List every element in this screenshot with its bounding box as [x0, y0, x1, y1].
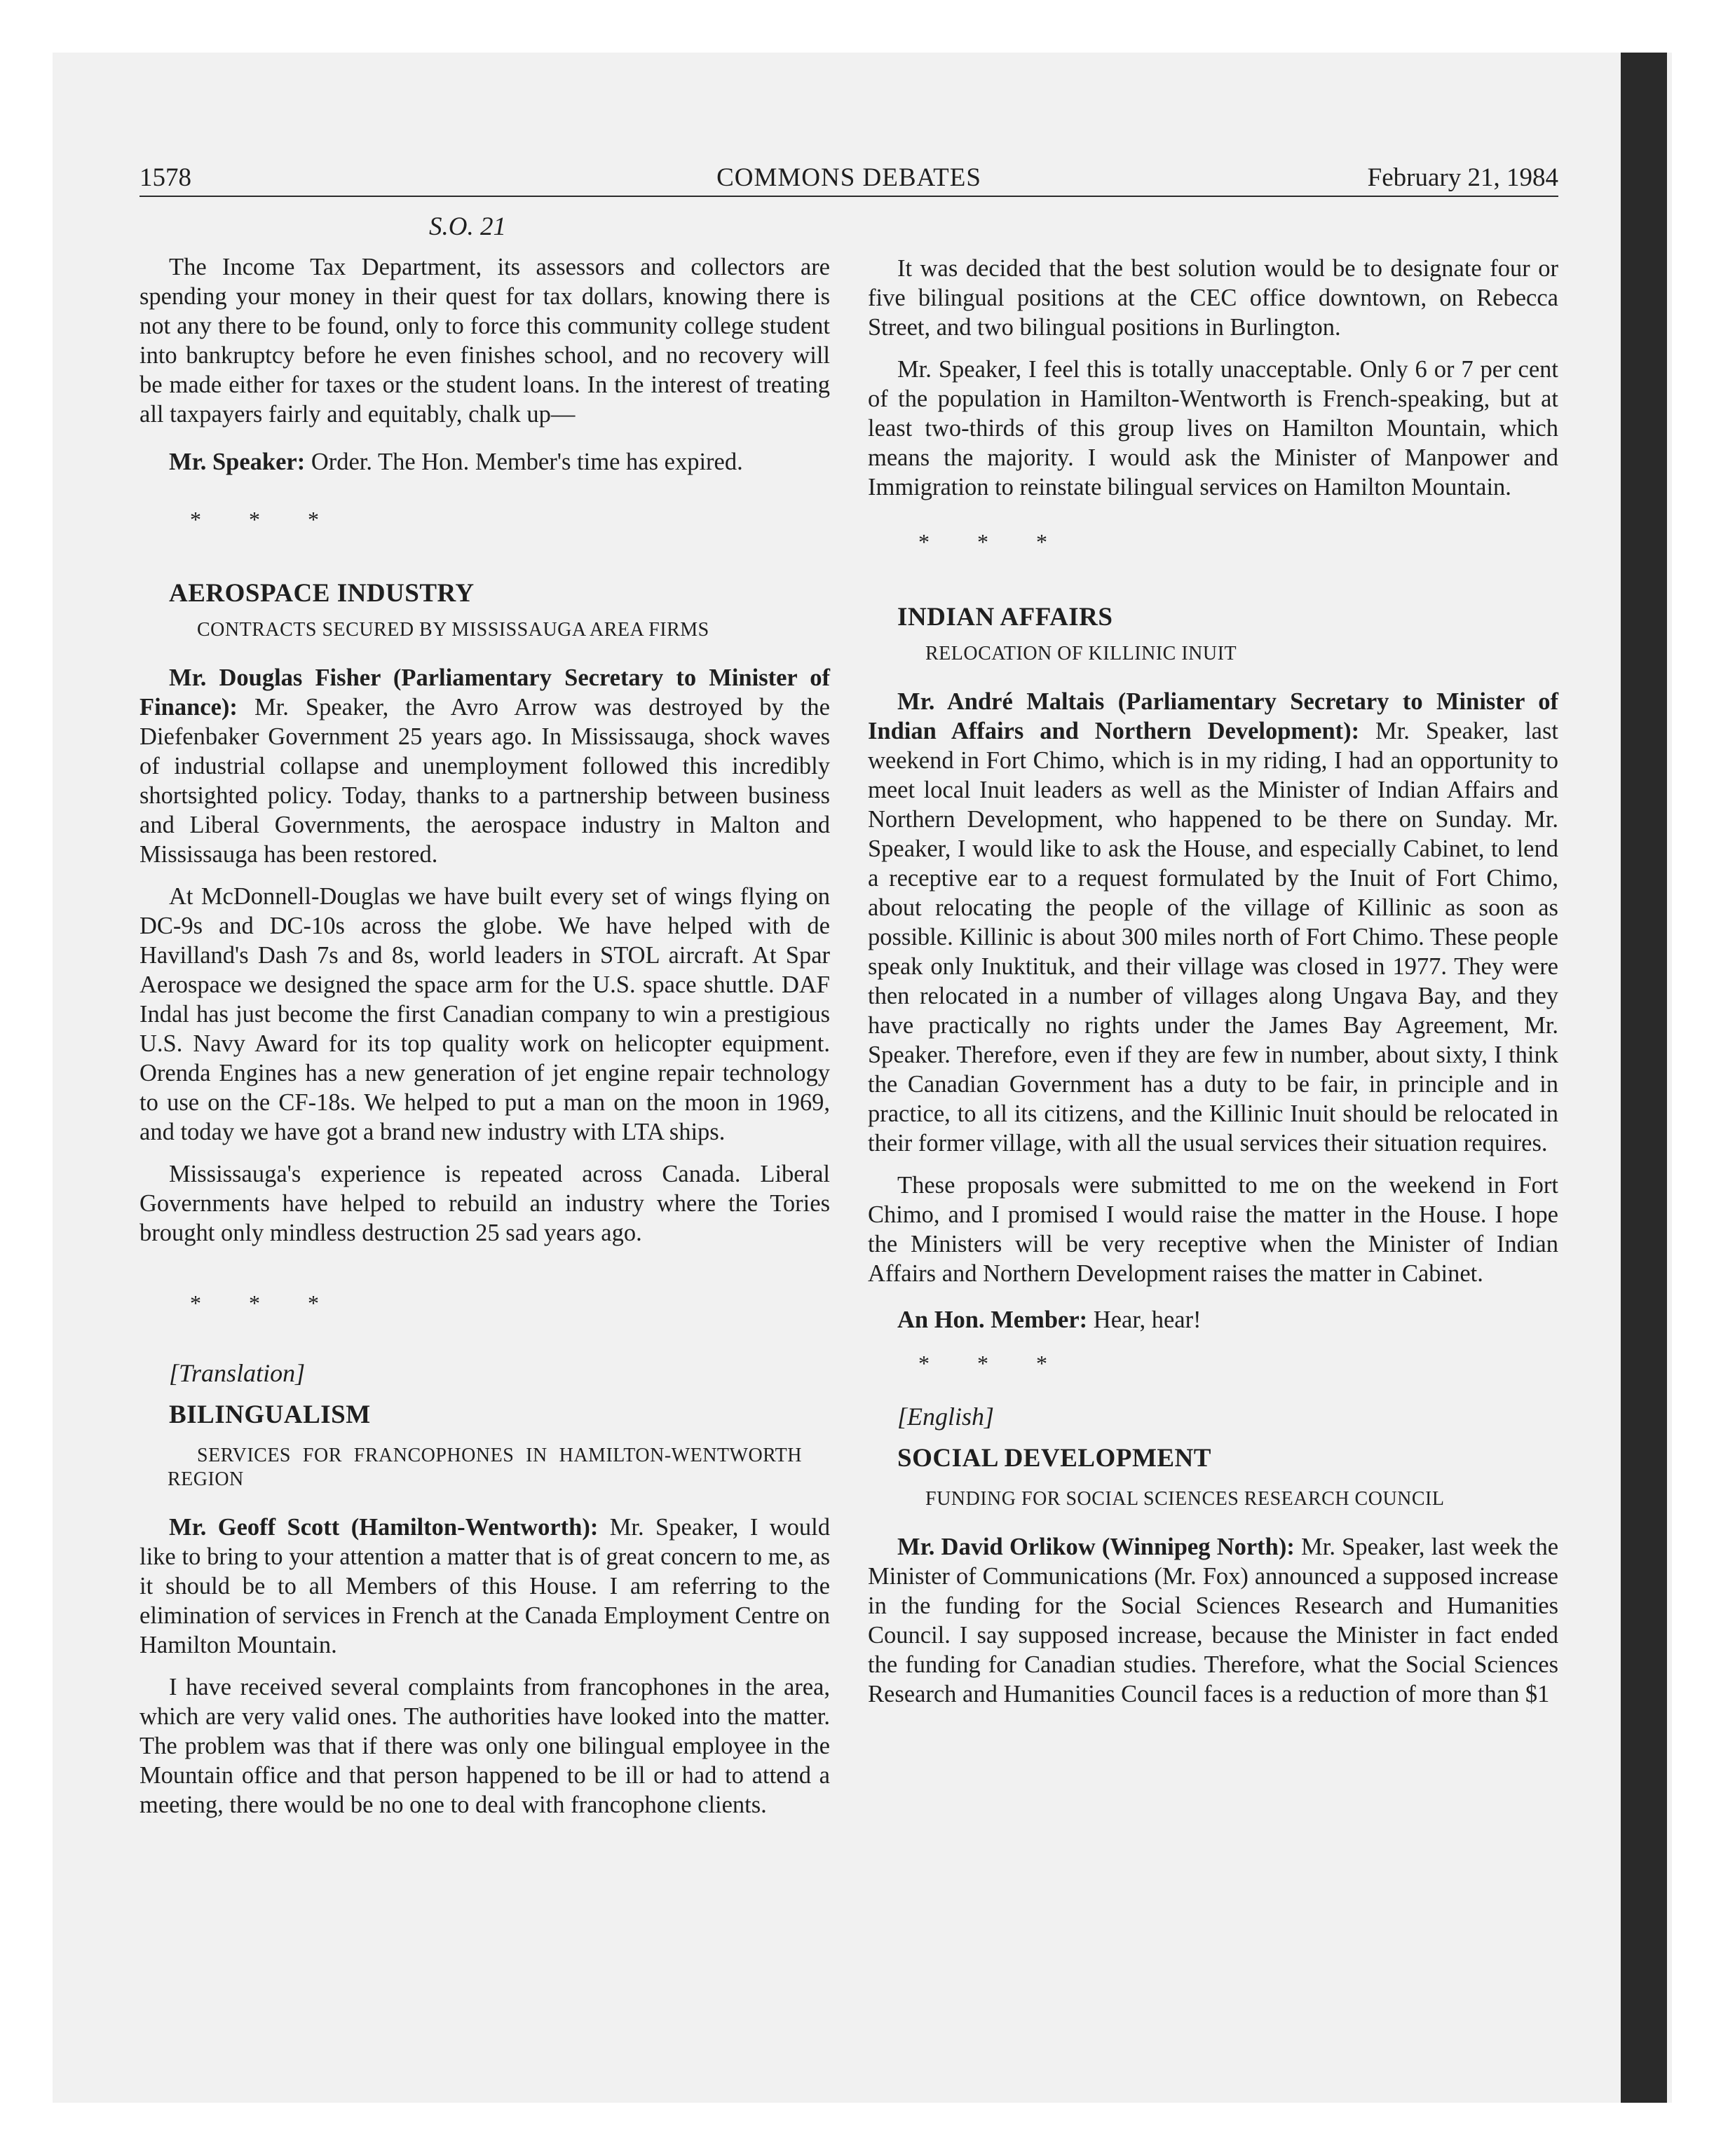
- speaker-name: Mr. Geoff Scott (Hamilton-Wentworth):: [169, 1514, 599, 1541]
- paragraph: These proposals were submitted to me on the weekend in Fort Chimo, and I promised I would raise the matter in the House. I hope the Ministers will be very receptive when the Minister of Indian Affairs and Northern Development raises the matter in Cabinet.: [868, 1172, 1558, 1287]
- section-subheading: SERVICES FOR FRANCOPHONES IN HAMILTON-WENTWORTH REGION: [168, 1445, 802, 1490]
- paragraph: At McDonnell-Douglas we have built every set of wings flying on DC-9s and DC-10s across the globe. We have helped with de Havilland's Dash 7s and 8s, world leaders in STOL aircraft. At Spar Aerospace we designed the space arm for the U.S. space shuttle. DAF Indal has just become the first Canadian company to win a prestigious U.S. Navy Award for its top quality work on helicopter equipment. Orenda Engines has a new generation of jet engine repair technology to use on the CF-18s. We helped to put a man on the moon in 1969, and today we have got a brand new industry with LTA ships.: [140, 883, 830, 1145]
- paragraph: I have received several complaints from francophones in the area, which are very valid ones. The authorities have looked into the matter. The problem was that if there was only one bilingual employee in the Mountain office and that person happened to be ill or had to attend a meeting, there would be no one to deal with francophone clients.: [140, 1674, 830, 1818]
- publication-date: February 21, 1984: [1367, 163, 1558, 192]
- section-subheading: FUNDING FOR SOCIAL SCIENCES RESEARCH COUNCIL: [925, 1488, 1445, 1510]
- language-marker: [English]: [897, 1403, 995, 1431]
- speech-text: Mr. Speaker, the Avro Arrow was destroyed by the Diefenbaker Government 25 years ago. In Mississauga, shock waves of industrial collapse and unemployment followed this incredibly shortsighted policy. Today, thanks to a partnership between business and Liberal Governments, the aerospace industry in Malton and Mississauga has been restored.: [140, 694, 830, 868]
- scan-edge-bar: [1621, 53, 1667, 2103]
- left-column: [140, 252, 830, 1832]
- speech-text: Mr. Speaker, last weekend in Fort Chimo, which is in my riding, I had an opportunity to meet local Inuit leaders as well as the Minister of Indian Affairs and Northern Development, who happened to be there on Sunday. Mr. Speaker, I would like to ask the House, and especially Cabinet, to lend a receptive ear to a request formulated by the Inuit of Fort Chimo, about relocating the people of the village of Killinic as soon as possible. Killinic is about 300 miles north of Fort Chimo. These people speak only Inuktituk, and their village was closed in 1977. They were then relocated in a number of villages along Ungava Bay, and they have practically no rights under the James Bay Agreement, Mr. Speaker. Therefore, even if they are few in number, about sixty, I think the Canadian Government has a duty to be fair, in principle and in practice, to all its citizens, and the Killinic Inuit should be relocated in their former village, with all the usual services their situation requires.: [868, 718, 1558, 1157]
- paragraph: [868, 687, 1558, 1158]
- speech-text: Order. The Hon. Member's time has expired.: [305, 449, 743, 475]
- speaker-name: Mr. David Orlikow (Winnipeg North):: [897, 1534, 1295, 1560]
- speaker-name: Mr. Douglas Fisher (Parliamentary Secretary to Minister of Finance):: [140, 664, 830, 721]
- speaker-name: An Hon. Member:: [897, 1306, 1088, 1333]
- section-separator: * * *: [918, 529, 1068, 554]
- section-heading: BILINGUALISM: [169, 1400, 371, 1429]
- standing-order-label: S.O. 21: [429, 212, 506, 241]
- page-header: [140, 163, 1558, 193]
- section-heading: AEROSPACE INDUSTRY: [169, 579, 475, 608]
- paragraph: [868, 1305, 1558, 1335]
- right-column: [868, 254, 1558, 1721]
- section-subheading: CONTRACTS SECURED BY MISSISSAUGA AREA FIRMS: [197, 619, 709, 641]
- section-subheading: RELOCATION OF KILLINIC INUIT: [925, 643, 1237, 664]
- speech-text: Mr. Speaker, last week the Minister of Communications (Mr. Fox) announced a supposed increase in the funding for the Social Sciences Research and Humanities Council. I say supposed increase, because the Minister in fact ended the funding for Canadian studies. Therefore, what the Social Sciences Research and Humanities Council faces is a reduction of more than $1: [868, 1534, 1559, 1707]
- paragraph: The Income Tax Department, its assessors and collectors are spending your money in their quest for tax dollars, knowing there is not any there to be found, only to force this community college student into bankruptcy before he even finishes school, and no recovery will be made either for taxes or the student loans. In the interest of treating all taxpayers fairly and equitably, chalk up—: [140, 254, 830, 428]
- paragraph: [140, 663, 830, 869]
- paragraph: [140, 1513, 830, 1660]
- paragraph: Mississauga's experience is repeated across Canada. Liberal Governments have helped to rebuild an industry where the Tories brought only mindless destruction 25 sad years ago.: [140, 1161, 830, 1246]
- page-number: 1578: [140, 163, 191, 192]
- header-rule: [140, 196, 1558, 197]
- section-separator: * * *: [190, 507, 340, 532]
- paragraph: Mr. Speaker, I feel this is totally unacceptable. Only 6 or 7 per cent of the population in Hamilton-Wentworth is French-speaking, but at least two-thirds of this group lives on Hamilton Mountain, which means the majority. I would ask the Minister of Manpower and Immigration to reinstate bilingual services on Hamilton Mountain.: [868, 356, 1558, 500]
- paragraph: [140, 447, 830, 477]
- language-marker: [Translation]: [169, 1359, 306, 1387]
- publication-title: COMMONS DEBATES: [716, 163, 981, 192]
- section-heading: SOCIAL DEVELOPMENT: [897, 1444, 1211, 1473]
- speaker-name: Mr. Speaker:: [169, 449, 306, 475]
- section-separator: * * *: [190, 1290, 340, 1316]
- paragraph: [868, 1532, 1558, 1709]
- speech-text: Mr. Speaker, I would like to bring to your attention a matter that is of great concern to me, as it should be to all Members of this House. I am referring to the elimination of services in French at the Canada Employment Centre on Hamilton Mountain.: [140, 1514, 830, 1658]
- speech-text: Hear, hear!: [1087, 1306, 1202, 1333]
- section-separator: * * *: [918, 1351, 1068, 1376]
- speaker-name: Mr. André Maltais (Parliamentary Secretary to Minister of Indian Affairs and Northern Development):: [868, 688, 1558, 744]
- paragraph: It was decided that the best solution would be to designate four or five bilingual positions at the CEC office downtown, on Rebecca Street, and two bilingual positions in Burlington.: [868, 255, 1558, 341]
- section-heading: INDIAN AFFAIRS: [897, 603, 1113, 632]
